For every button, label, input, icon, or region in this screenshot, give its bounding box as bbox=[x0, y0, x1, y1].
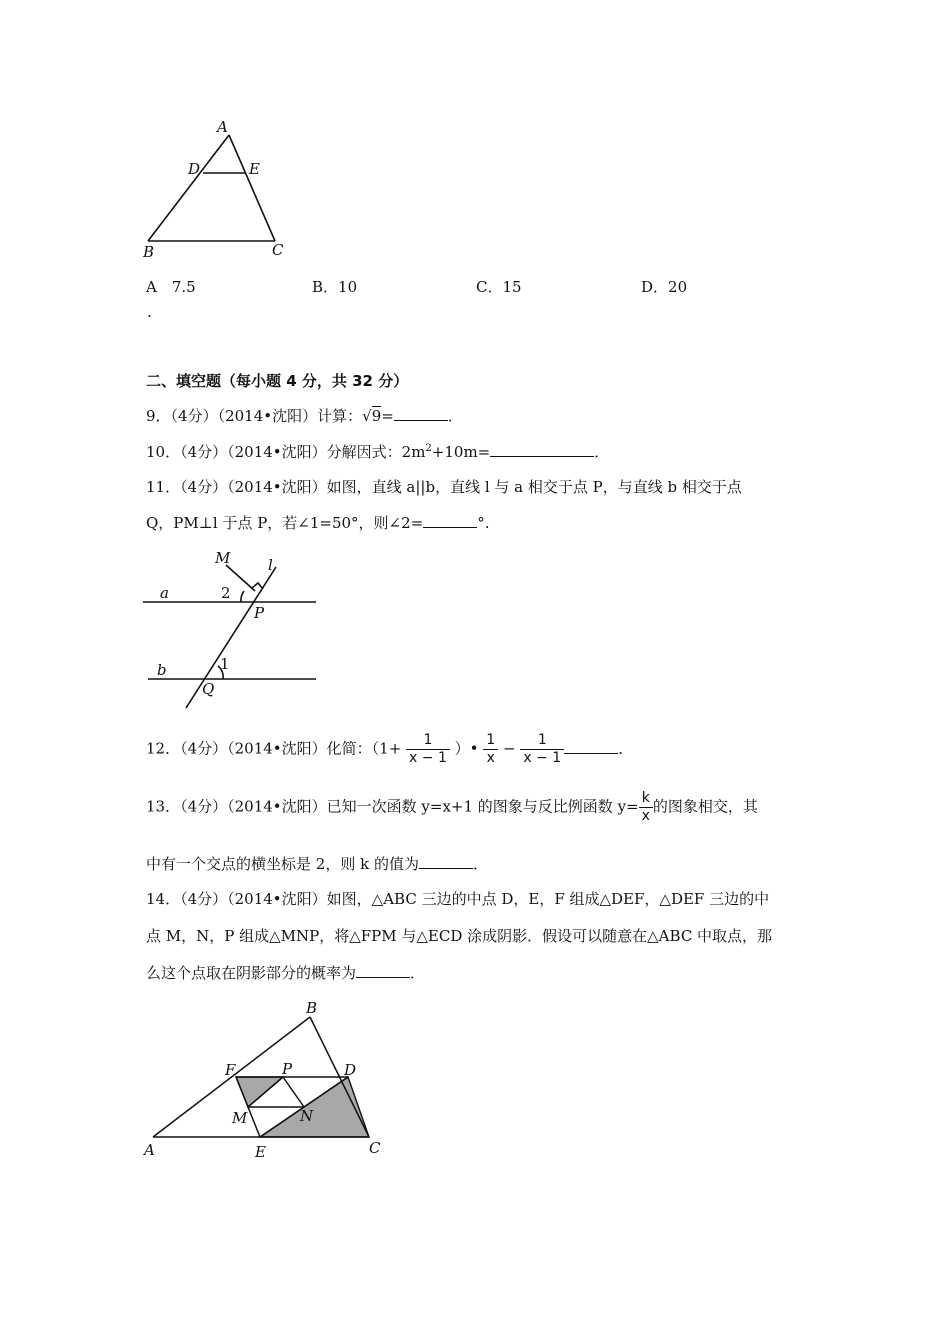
label-d: D bbox=[344, 1061, 357, 1079]
q14-end: ． bbox=[410, 964, 426, 982]
label-e: E bbox=[255, 1143, 266, 1161]
label-1: 1 bbox=[220, 655, 230, 673]
label-q: Q bbox=[202, 680, 215, 698]
q12-f2-den: x bbox=[486, 750, 495, 766]
triangle-abc-figure bbox=[135, 115, 310, 265]
q9-suffix: = bbox=[381, 407, 394, 425]
angle-2-arc bbox=[241, 591, 244, 602]
label-b: B bbox=[306, 999, 318, 1017]
question-13-line2 bbox=[146, 853, 488, 874]
q13-end: ． bbox=[472, 855, 488, 873]
label-e: E bbox=[249, 160, 260, 178]
parallel-lines-figure bbox=[140, 548, 325, 713]
sqrt-symbol: √ bbox=[362, 407, 372, 425]
label-p: P bbox=[254, 604, 265, 622]
q13-answer-blank[interactable] bbox=[419, 854, 473, 869]
label-c: C bbox=[369, 1139, 381, 1157]
option-a: A 7.5 bbox=[146, 278, 196, 296]
option-b: B．10 bbox=[312, 278, 358, 296]
q12-f2-num: 1 bbox=[483, 732, 498, 750]
q12-answer-blank[interactable] bbox=[564, 739, 618, 754]
q9-end: ． bbox=[447, 407, 463, 425]
q12-prefix: 12．（4分）（2014•沈阳）化简：（1+ bbox=[146, 739, 402, 758]
label-n: N bbox=[300, 1107, 314, 1125]
q11-end: °. bbox=[477, 514, 490, 532]
label-f: F bbox=[225, 1061, 236, 1079]
section-title: 二、填空题（每小题 4 分，共 32 分） bbox=[146, 372, 409, 390]
label-c: C bbox=[272, 241, 284, 259]
label-b: B bbox=[143, 243, 155, 261]
question-14-line1: 14．（4分）（2014•沈阳）如图，△ABC 三边的中点 D，E，F 组成△DEF，△DEF 三边的中 bbox=[146, 890, 770, 908]
question-12 bbox=[146, 732, 633, 767]
label-a-line: a bbox=[160, 584, 169, 602]
q12-fraction-1 bbox=[406, 732, 450, 767]
label-a: A bbox=[144, 1141, 155, 1159]
q13-f-den: x bbox=[641, 808, 650, 824]
q9-radicand: 9 bbox=[371, 407, 382, 425]
shaded-triangle-figure bbox=[140, 995, 390, 1165]
q13-prefix: 13．（4分）（2014•沈阳）已知一次函数 y=x+1 的图象与反比例函数 y= bbox=[146, 797, 639, 816]
q10-answer-blank[interactable] bbox=[490, 442, 594, 457]
q9-prefix: 9．（4分）（2014•沈阳）计算： bbox=[146, 407, 363, 425]
question-14-line2: 点 M，N，P 组成△MNP，将△FPM 与△ECD 涂成阴影．假设可以随意在△ABC 中取点，那 bbox=[146, 927, 773, 945]
q14-answer-blank[interactable] bbox=[356, 963, 410, 978]
option-d: D．20 bbox=[641, 278, 688, 296]
q13-line2-prefix: 中有一个交点的横坐标是 2，则 k 的值为 bbox=[146, 855, 419, 873]
label-m: M bbox=[232, 1109, 248, 1127]
q10-exponent: 2 bbox=[425, 443, 432, 454]
q12-mid: ）• bbox=[454, 739, 479, 758]
q13-fraction bbox=[639, 790, 653, 825]
label-l: l bbox=[268, 556, 273, 574]
side-ac bbox=[229, 135, 275, 241]
segment-pn bbox=[283, 1077, 304, 1107]
question-11-line1: 11．（4分）（2014•沈阳）如图，直线 a||b，直线 l 与 a 相交于点 P，与直线 b 相交于点 bbox=[146, 478, 742, 496]
question-13-line1 bbox=[146, 790, 758, 825]
q12-f1-den: x − 1 bbox=[409, 750, 447, 766]
right-angle-mark bbox=[252, 583, 263, 589]
question-10 bbox=[146, 441, 609, 462]
q10-prefix: 10．（4分）（2014•沈阳）分解因式：2m bbox=[146, 443, 426, 461]
side-ab bbox=[148, 135, 229, 241]
q13-suffix: 的图象相交，其 bbox=[652, 797, 758, 816]
q12-fraction-2 bbox=[483, 732, 498, 767]
q12-f3-num: 1 bbox=[520, 732, 564, 750]
label-m: M bbox=[215, 549, 231, 567]
q11-answer-blank[interactable] bbox=[423, 513, 477, 528]
q10-suffix: +10m= bbox=[431, 443, 491, 461]
q10-end: ． bbox=[594, 443, 610, 461]
q12-fraction-3 bbox=[520, 732, 564, 767]
option-a-dot: . bbox=[147, 303, 152, 321]
label-2: 2 bbox=[221, 584, 231, 602]
q12-end: ． bbox=[618, 739, 634, 758]
question-14-line3 bbox=[146, 962, 425, 983]
q14-line3-prefix: 么这个点取在阴影部分的概率为 bbox=[146, 964, 357, 982]
question-9 bbox=[146, 405, 463, 426]
option-c: C．15 bbox=[476, 278, 522, 296]
question-11-line2 bbox=[146, 512, 490, 533]
q12-f1-num: 1 bbox=[406, 732, 450, 750]
q12-f3-den: x − 1 bbox=[523, 750, 562, 766]
shaded-triangle-fpm bbox=[236, 1077, 283, 1107]
label-p: P bbox=[282, 1060, 293, 1078]
label-a: A bbox=[217, 118, 228, 136]
label-d: D bbox=[188, 160, 201, 178]
q9-answer-blank[interactable] bbox=[394, 406, 448, 421]
q13-f-num: k bbox=[639, 790, 653, 808]
label-b-line: b bbox=[157, 661, 167, 679]
q12-minus: − bbox=[503, 739, 516, 758]
q11-line2-prefix: Q，PM⊥l 于点 P，若∠1=50°，则∠2= bbox=[146, 514, 424, 532]
